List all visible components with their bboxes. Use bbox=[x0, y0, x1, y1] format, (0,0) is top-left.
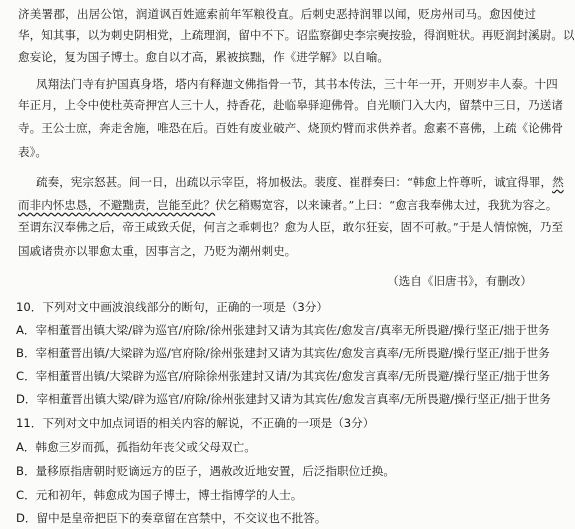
answer-option: B．宰相董晋出镇/大梁辟为巡/官府除/徐州张建封又请为其宾佐/愈发言真率/无所畏避/操行坚正/拙于世务 bbox=[16, 346, 550, 360]
question-stem: 10．下列对文中画波浪线部分的断句，正确的一项是（3分） bbox=[16, 300, 328, 314]
passage-line: 表》。 bbox=[18, 145, 47, 159]
passage-line-text: 伏乞稍赐宽容，以来谏者。”上曰：“愈言我奉佛太过，我犹为容之。 bbox=[215, 198, 558, 212]
passage-line: 年正月，上令中使杜英奇押宫人三十人，持香花，赴临皋驿迎佛骨。自光顺门入大内，留禁中三日，乃送诸 bbox=[18, 98, 563, 112]
answer-option: C．宰相董晋出镇/大梁辟为巡官/府除徐州张建封又请/为其宾佐/愈发言真率/无所畏避/操行坚正/拙于世务 bbox=[16, 369, 550, 383]
passage-line: 愈妄论，复为国子博士。愈自以才高，累被摈黜，作《进学解》以自喻。 bbox=[18, 50, 390, 64]
wavy-underlined-text: 而非内怀忠恳，不避黜责，岂能至此？ bbox=[18, 198, 216, 212]
passage-line: 华，知其事，以为刺史阴相党，上疏理润，留中不下。诏监察御史李宗奭按验，得润赃状。再贬润封溪尉。以 bbox=[18, 28, 575, 42]
question-stem: 11．下列对文中加点词语的相关内容的解说，不正确的一项是（3分） bbox=[16, 416, 375, 430]
source-citation: （选自《旧唐书》，有删改） bbox=[387, 274, 532, 288]
wavy-underlined-text: 然 bbox=[552, 175, 564, 189]
passage-line-text: 疏奏，宪宗怒甚。间一日，出疏以示宰臣，将加极法。裴度、崔群奏曰：“韩愈上忤尊听，诚宜得罪， bbox=[36, 175, 553, 189]
passage-line: 凤翔法门寺有护国真身塔，塔内有释迦文佛指骨一节，其书本传法，三十年一开，开则岁丰人泰。十四 bbox=[36, 77, 558, 91]
passage-line: 至谓东汉奉佛之后，帝王咸致夭促，何言之乖刺也？愈为人臣，敢尔狂妄，固不可赦。”于是人情惊惋，乃至 bbox=[18, 220, 564, 234]
answer-option: A．宰相董晋出镇大梁/辟为巡官/府除/徐州张建封又请为其宾佐/愈发言/真率无所畏避/操行坚正/拙于世务 bbox=[16, 323, 550, 337]
answer-option: C．元和初年，韩愈成为国子博士，博士指博学的人士。 bbox=[16, 488, 303, 502]
answer-option: D．留中是皇帝把臣下的奏章留在宫禁中，不交议也不批答。 bbox=[16, 511, 327, 525]
passage-line: 济美署郡，出居公馆，润道讽百姓遮索前年军粮役直。后刺史恶持润罪以闻，贬房州司马。愈因使过 bbox=[18, 7, 536, 21]
passage-line bbox=[0, 175, 564, 189]
answer-option: B．量移原指唐朝时贬谪远方的臣子，遇赦改近地安置，后泛指职位迁换。 bbox=[16, 464, 395, 478]
passage-line: 国戚诸贵亦以罪愈太重，因事言之，乃贬为潮州刺史。 bbox=[18, 244, 297, 258]
passage-line: 寺。王公士庶，奔走舍施，唯恐在后。百姓有废业破产、烧顶灼臂而求供养者。愈素不喜佛，上疏《论佛骨 bbox=[18, 121, 563, 135]
answer-option: D．宰相董晋出镇大梁/辟为巡官/府除/徐州张建封又请为其宾佐/愈发言真率/无所畏避/操行坚正/拙于世务 bbox=[16, 392, 551, 406]
passage-line bbox=[0, 198, 558, 212]
answer-option: A．韩愈三岁而孤，孤指幼年丧父或父母双亡。 bbox=[16, 440, 256, 454]
